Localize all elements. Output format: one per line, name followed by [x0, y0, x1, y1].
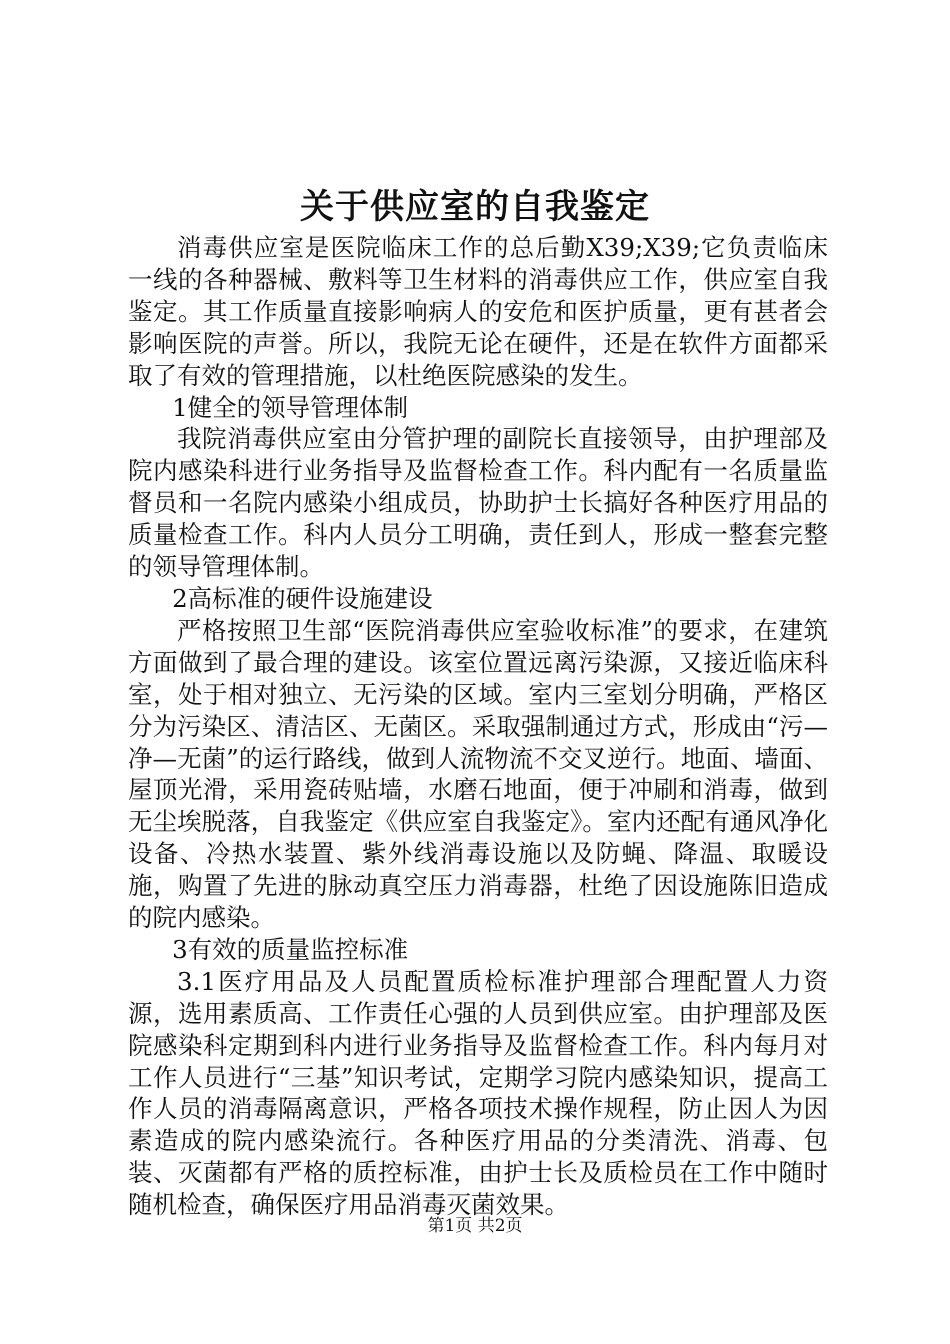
section-heading-1: 1健全的领导管理体制	[172, 392, 409, 422]
document-body	[128, 232, 828, 1221]
paragraph-section-2: 严格按照卫生部“医院消毒供应室验收标准”的要求，在建筑方面做到了最合理的建设。该室位置远离污染源，又接近临床科室，处于相对独立、无污染的区域。室内三室划分明确，严格区分为污染区、清洁区、无菌区。采取强制通过方式，形成由“污—净—无菌”的运行路线，做到人流物流不交叉逆行。地面、墙面、屋顶光滑，采用瓷砖贴墙，水磨石地面，便于冲刷和消毒，做到无尘埃脱落，自我鉴定《供应室自我鉴定》。室内还配有通风净化设备、冷热水装置、紫外线消毒设施以及防蝇、降温、取暖设施，购置了先进的脉动真空压力消毒器，杜绝了因设施陈旧造成的院内感染。	[128, 615, 828, 933]
section-heading-2: 2高标准的硬件设施建设	[172, 583, 433, 613]
paragraph-intro: 消毒供应室是医院临床工作的总后勤X39;X39;它负责临床一线的各种器械、敷料等卫生材料的消毒供应工作，供应室自我鉴定。其工作质量直接影响病人的安危和医护质量，更有甚者会影响医院的声誉。所以，我院无论在硬件，还是在软件方面都采取了有效的管理措施，以杜绝医院感染的发生。	[128, 233, 828, 390]
paragraph-section-3-1: 3.1医疗用品及人员配置质检标准护理部合理配置人力资源，选用素质高、工作责任心强的人员到供应室。由护理部及医院感染科定期到科内进行业务指导及监督检查工作。科内每月对工作人员进行“三基”知识考试，定期学习院内感染知识，提高工作人员的消毒隔离意识，严格各项技术操作规程，防止因人为因素造成的院内感染流行。各种医疗用品的分类清洗、消毒、包装、灭菌都有严格的质控标准，由护士长及质检员在工作中随时随机检查，确保医疗用品消毒灭菌效果。	[128, 966, 828, 1220]
section-heading-3: 3有效的质量监控标准	[172, 934, 409, 964]
document-title: 关于供应室的自我鉴定	[300, 187, 650, 227]
page-footer: 第1页 共2页	[427, 1216, 523, 1236]
paragraph-section-1: 我院消毒供应室由分管护理的副院长直接领导，由护理部及院内感染科进行业务指导及监督检查工作。科内配有一名质量监督员和一名院内感染小组成员，协助护士长搞好各种医疗用品的质量检查工作。科内人员分工明确，责任到人，形成一整套完整的领导管理体制。	[128, 424, 828, 582]
